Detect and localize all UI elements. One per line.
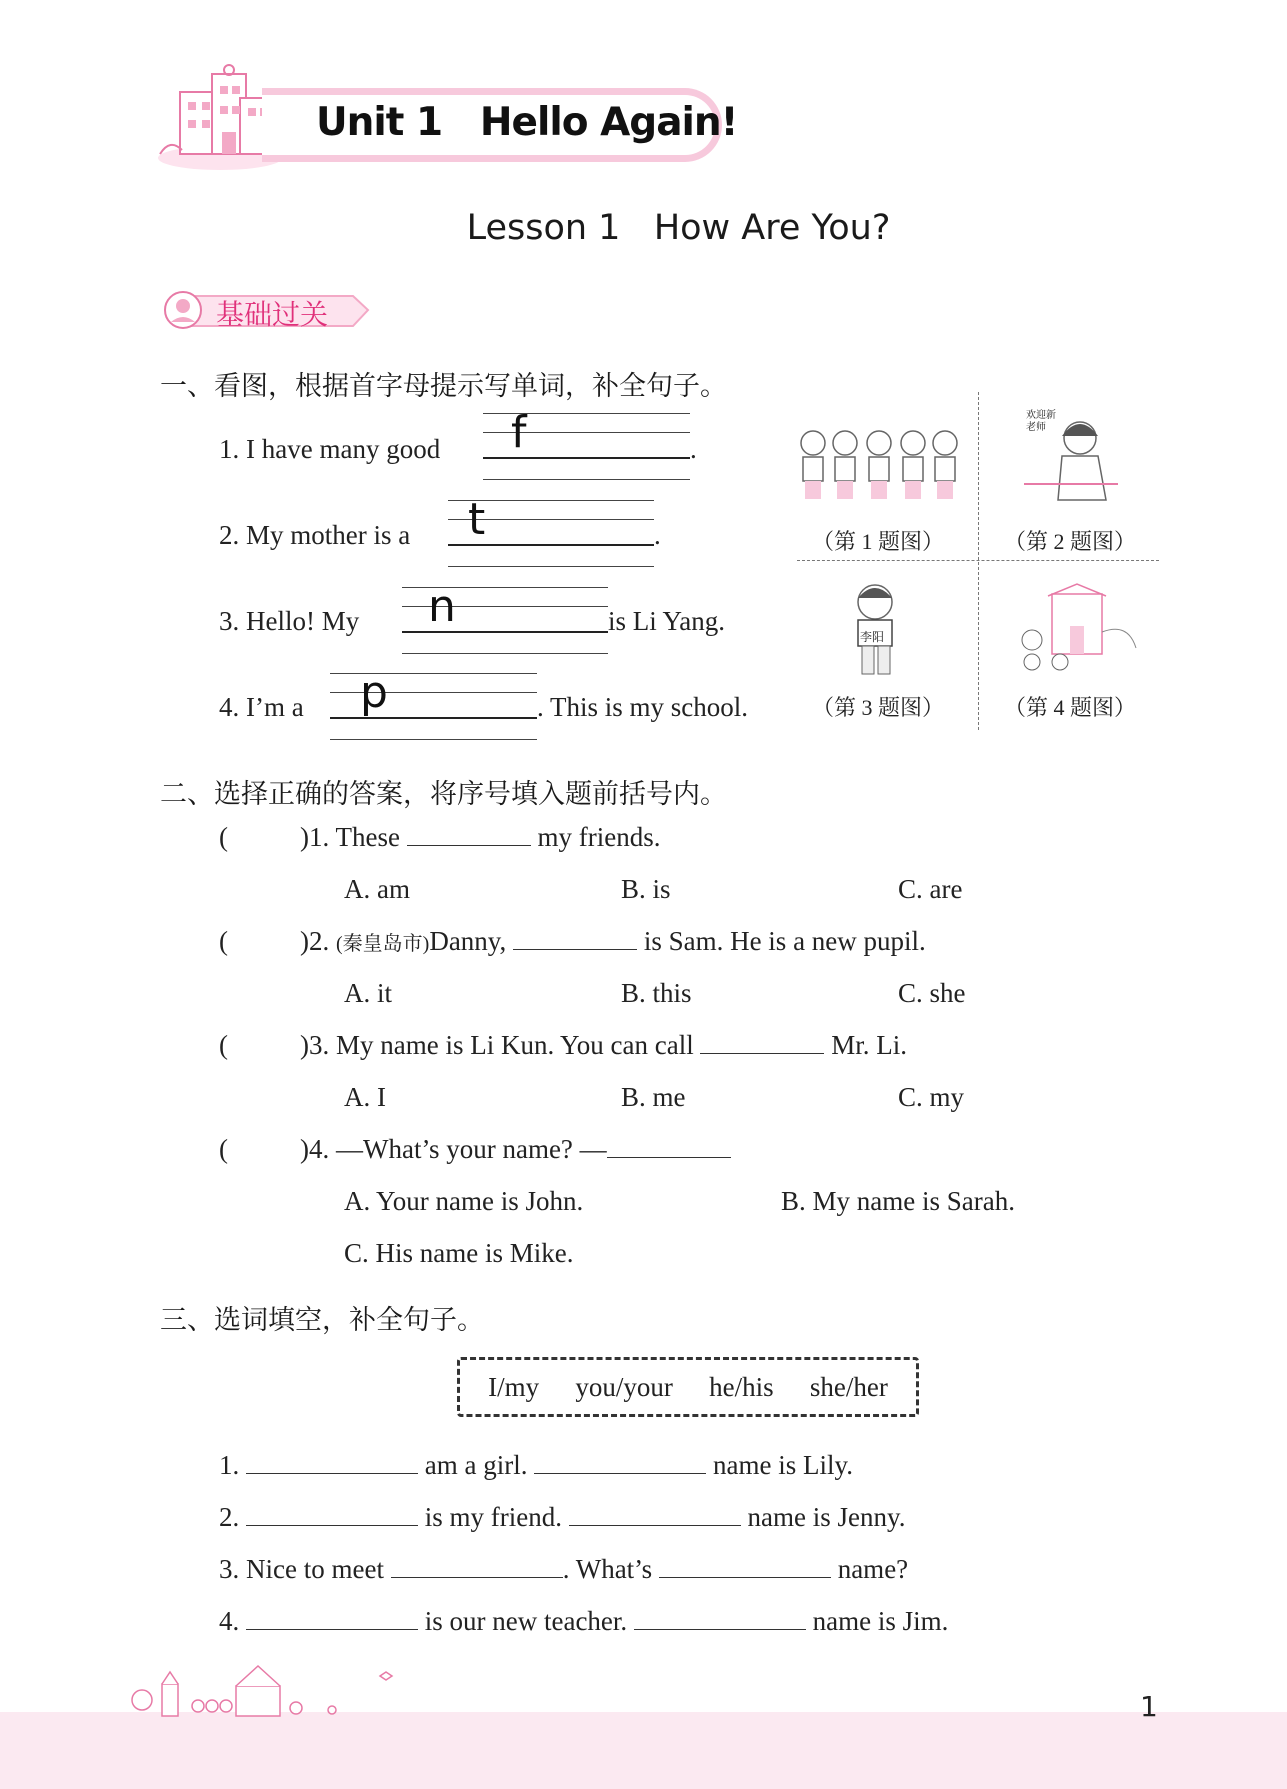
unit-title: Unit 1 Hello Again! (316, 100, 738, 145)
q4-option-b[interactable]: B. My name is Sarah. (781, 1186, 1015, 1216)
s1-item1-before: 1. I have many good (219, 434, 441, 464)
q1-blank[interactable] (407, 823, 531, 846)
section3-heading: 三、选词填空，补全句子。 (160, 1305, 484, 1336)
s3-s2-blank1[interactable] (246, 1503, 418, 1526)
q3-rest: Mr. Li. (824, 1030, 907, 1060)
s1-item3-after: is Li Yang. (608, 606, 726, 636)
q2-source-tag: (秦皇岛市) (336, 933, 430, 955)
s1-item2-after: . (654, 520, 661, 550)
footer-band (0, 1712, 1287, 1789)
s3-s1-blank2[interactable] (534, 1451, 706, 1474)
s3-s1-end: name is Lily. (706, 1450, 853, 1480)
section-badge-label: 基础过关 (216, 298, 329, 331)
q1-line (300, 822, 660, 853)
s1-item1-hint: f (511, 407, 527, 458)
q4-option-c[interactable]: C. His name is Mike. (344, 1238, 574, 1268)
section2-heading: 二、选择正确的答案，将序号填入题前括号内。 (160, 779, 727, 810)
picture-2-sign: 欢迎新老师 (1026, 410, 1056, 433)
q4-stem: )4. —What’s your name? — (300, 1134, 607, 1164)
q2-rest: is Sam. He is a new pupil. (637, 926, 926, 956)
picture-grid-horizontal-divider (797, 560, 1159, 561)
picture-grid-vertical-divider (978, 392, 979, 730)
s3-sentence1 (219, 1450, 853, 1481)
s1-item2-writing-lines[interactable] (448, 494, 654, 568)
q4-option-a[interactable]: A. Your name is John. (344, 1186, 584, 1216)
s3-s4-blank1[interactable] (246, 1607, 418, 1630)
picture-4-school (1008, 582, 1138, 672)
s3-sentence4 (219, 1606, 948, 1637)
q4-answer-paren[interactable]: ( (219, 1134, 228, 1164)
q3-option-b[interactable]: B. me (621, 1082, 686, 1112)
s1-item3-hint: n (428, 581, 456, 632)
word-bank-item: you/your (575, 1371, 673, 1402)
word-bank-item: he/his (709, 1371, 774, 1402)
q1-answer-paren[interactable]: ( (219, 822, 228, 852)
word-bank-box (457, 1357, 919, 1417)
lesson-title: Lesson 1 How Are You? (466, 208, 891, 248)
q2-num: )2. (300, 926, 336, 956)
s3-s1-blank1[interactable] (246, 1451, 418, 1474)
q3-blank[interactable] (700, 1031, 824, 1054)
q4-blank[interactable] (607, 1135, 731, 1158)
q4-line (300, 1134, 731, 1165)
s1-item4-writing-lines[interactable] (330, 667, 537, 741)
q2-line (300, 926, 926, 957)
word-bank-item: I/my (488, 1371, 540, 1402)
s3-sentence3 (219, 1554, 908, 1585)
s1-item4-before: 4. I’m a (219, 692, 304, 722)
caption-pic4: （第 4 题图） (1004, 695, 1137, 720)
q2-option-c[interactable]: C. she (898, 978, 966, 1008)
s3-s2-num: 2. (219, 1502, 246, 1532)
s3-s4-num: 4. (219, 1606, 246, 1636)
picture-3-sign: 李阳 (860, 630, 885, 644)
s3-s2-blank2[interactable] (569, 1503, 741, 1526)
section1-heading: 一、看图，根据首字母提示写单词，补全句子。 (160, 371, 727, 402)
q1-rest: my friends. (530, 822, 661, 852)
s3-s1-num: 1. (219, 1450, 246, 1480)
q3-option-c[interactable]: C. my (898, 1082, 965, 1112)
s1-item2-before: 2. My mother is a (219, 520, 411, 550)
caption-pic3: （第 3 题图） (812, 695, 945, 720)
s1-item4-hint: p (360, 667, 388, 718)
q2-option-b[interactable]: B. this (621, 978, 692, 1008)
q2-text: Danny, (429, 926, 514, 956)
s3-s4-end: name is Jim. (805, 1606, 949, 1636)
q2-option-a[interactable]: A. it (344, 978, 393, 1008)
q3-stem: )3. My name is Li Kun. You can call (300, 1030, 701, 1060)
s1-item2-hint: t (468, 494, 486, 545)
word-bank-item: she/her (809, 1371, 888, 1402)
q1-option-b[interactable]: B. is (621, 874, 671, 904)
q1-option-c[interactable]: C. are (898, 874, 963, 904)
s1-item1-writing-lines[interactable] (483, 407, 690, 481)
s3-sentence2 (219, 1502, 905, 1533)
s3-s3-num: 3. Nice to meet (219, 1554, 391, 1584)
footer-town-illustration (122, 1660, 402, 1720)
s1-item3-before: 3. Hello! My (219, 606, 360, 636)
caption-pic1: （第 1 题图） (812, 529, 945, 554)
q1-option-a[interactable]: A. am (344, 874, 410, 904)
s1-item1-after: . (690, 434, 697, 464)
q2-answer-paren[interactable]: ( (219, 926, 228, 956)
s3-s3-end: name? (830, 1554, 909, 1584)
s3-s2-mid: is my friend. (418, 1502, 569, 1532)
q2-blank[interactable] (513, 927, 637, 950)
s3-s4-blank2[interactable] (634, 1607, 806, 1630)
q3-option-a[interactable]: A. I (344, 1082, 386, 1112)
s1-item4-after: . This is my school. (537, 692, 749, 722)
q1-stem: )1. These (300, 822, 407, 852)
s3-s1-mid: am a girl. (418, 1450, 535, 1480)
s3-s3-blank1[interactable] (391, 1555, 563, 1578)
caption-pic2: （第 2 题图） (1004, 529, 1137, 554)
s1-item3-writing-lines[interactable] (402, 581, 608, 655)
s3-s4-mid: is our new teacher. (418, 1606, 634, 1636)
page-number: 1 (1140, 1690, 1158, 1723)
picture-1-friends (795, 425, 965, 501)
s3-s3-mid: . What’s (562, 1554, 659, 1584)
q3-answer-paren[interactable]: ( (219, 1030, 228, 1060)
q3-line (300, 1030, 907, 1061)
s3-s2-end: name is Jenny. (740, 1502, 906, 1532)
s3-s3-blank2[interactable] (659, 1555, 831, 1578)
